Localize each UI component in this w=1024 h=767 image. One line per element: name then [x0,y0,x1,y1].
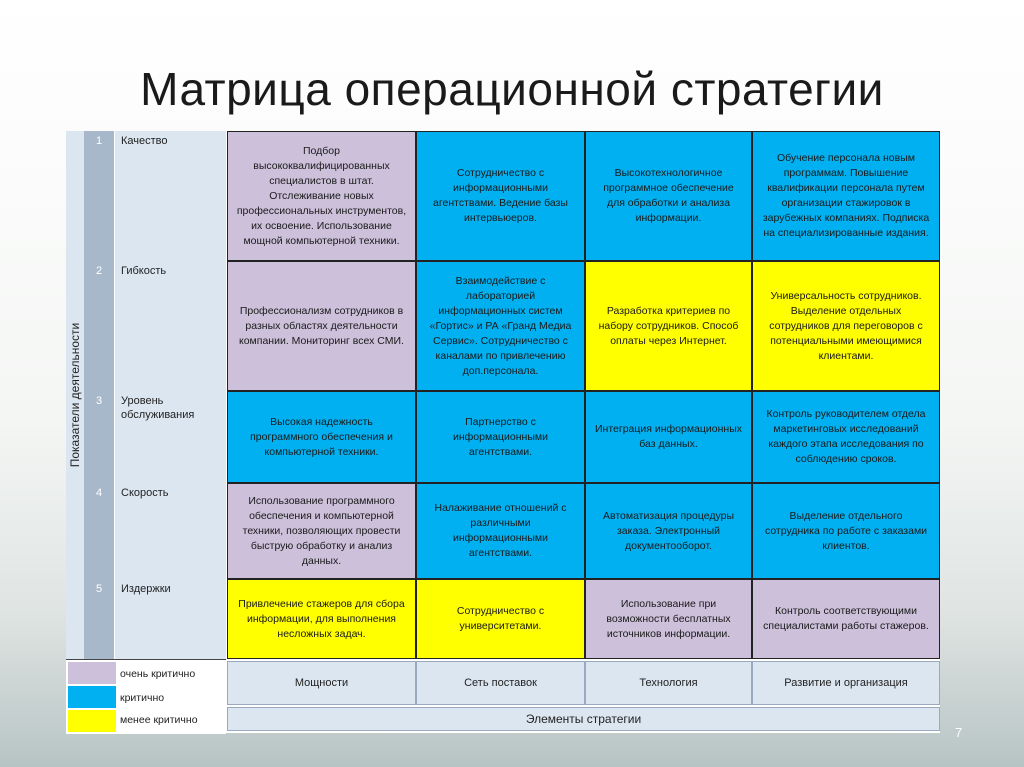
legend-swatch [68,710,116,732]
matrix-cell: Автоматизация процедуры заказа. Электронный документооборот. [585,483,752,579]
row-number: 5 [84,579,114,659]
legend-label: менее критично [120,714,198,726]
row-number: 2 [84,261,114,391]
legend-swatch [68,662,116,684]
matrix-cell: Подбор высококвалифицированных специалистов в штат. Отслеживание новых профессиональных инструментов, их освоение. Использование мощной компьютерной техники. [227,131,416,261]
page-number: 7 [955,725,963,740]
vertical-label-cell [66,131,85,659]
legend [66,659,226,734]
matrix-cell: Интеграция информационных баз данных. [585,391,752,483]
matrix-cell: Разработка критериев по набору сотрудников. Способ оплаты через Интернет. [585,261,752,391]
matrix-cell: Налаживание отношений с различными информационными агентствами. [416,483,585,579]
matrix-cell: Высокая надежность программного обеспечения и компьютерной техники. [227,391,416,483]
vertical-axis-label: Показатели деятельности [68,322,82,468]
row-name-costs: Издержки [114,579,226,659]
row-number: 4 [84,483,114,579]
row-name-service-level: Уровень обслуживания [114,391,226,483]
column-label: Технология [585,661,752,705]
column-label: Развитие и организация [752,661,940,705]
matrix-cell: Контроль руководителем отдела маркетинговых исследований каждого этапа исследования по соблюдению сроков. [752,391,940,483]
matrix-cell: Обучение персонала новым программам. Повышение квалификации персонала путем организации стажировок в зарубежных компаниях. Подписка на специализированные издания. [752,131,940,261]
strategy-matrix [66,131,940,733]
column-label: Мощности [227,661,416,705]
legend-label: очень критично [120,668,196,680]
legend-swatch [68,686,116,708]
row-name-flexibility: Гибкость [114,261,226,391]
matrix-cell: Использование при возможности бесплатных источников информации. [585,579,752,659]
row-name-speed: Скорость [114,483,226,579]
strategy-elements-label: Элементы стратегии [227,707,940,731]
matrix-cell: Взаимодействие с лабораторией информационных систем «Гортис» и РА «Гранд Медиа Сервис». Сотрудничество с каналами по привлечению доп.персонала. [416,261,585,391]
matrix-cell: Партнерство с информационными агентствами. [416,391,585,483]
matrix-cell: Сотрудничество с университетами. [416,579,585,659]
matrix-cell: Контроль соответствующими специалистами работы стажеров. [752,579,940,659]
slide-title: Матрица операционной стратегии [140,63,884,115]
row-name-quality: Качество [114,131,226,261]
matrix-cell: Сотрудничество с информационными агентствами. Ведение базы интервьюеров. [416,131,585,261]
matrix-cell: Использование программного обеспечения и компьютерной техники, позволяющих провести быструю обработку и анализ данных. [227,483,416,579]
matrix-cell: Универсальность сотрудников. Выделение отдельных сотрудников для переговоров с потенциальными имеющимися клиентами. [752,261,940,391]
row-number: 3 [84,391,114,483]
matrix-cell: Профессионализм сотрудников в разных областях деятельности компании. Мониторинг всех СМИ. [227,261,416,391]
legend-label: критично [120,692,165,704]
matrix-cell: Выделение отдельного сотрудника по работе с заказами клиентов. [752,483,940,579]
matrix-cell: Привлечение стажеров для сбора информации, для выполнения несложных задач. [227,579,416,659]
matrix-cell: Высокотехнологичное программное обеспечение для обработки и анализа информации. [585,131,752,261]
row-number: 1 [84,131,114,261]
column-label: Сеть поставок [416,661,585,705]
